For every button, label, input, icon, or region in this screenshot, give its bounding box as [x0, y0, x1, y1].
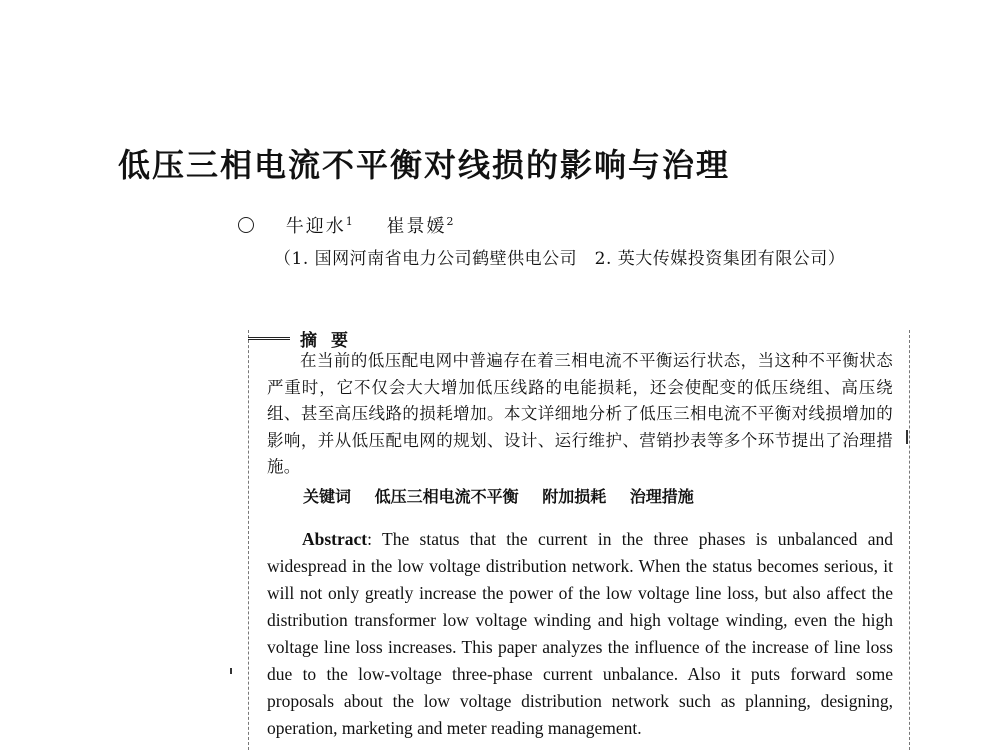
affiliations: （1. 国网河南省电力公司鹤壁供电公司 2. 英大传媒投资集团有限公司） — [274, 249, 846, 269]
keywords-label: 关键词 — [303, 487, 352, 506]
abstract-en — [267, 526, 893, 742]
abstract-en-text: The status that the current in the three phases is unbalanced and widespread in the low voltage distribution network. When the status becomes serious, it will not only greatly increase the power of the low voltage line loss, but also affect the distribution transformer low voltage winding and high voltage winding, even the high voltage line loss increases. This paper analyzes the influence of the increase of line loss due to the low-voltage three-phase current unbalance. Also it puts forward some proposals about the low voltage distribution network such as planning, designing, operation, marketing and meter reading management. — [267, 529, 894, 738]
author-1-sup: 1 — [345, 215, 355, 228]
heading-rule — [248, 337, 290, 340]
circle-bullet-icon — [238, 217, 254, 233]
keyword-2: 附加损耗 — [542, 487, 607, 506]
keyword-1: 低压三相电流不平衡 — [374, 487, 519, 506]
scan-mark — [230, 668, 232, 674]
keyword-3: 治理措施 — [629, 487, 694, 506]
abstract-en-label: Abstract — [302, 529, 368, 549]
author-1-name: 牛迎水 — [285, 216, 346, 237]
paper-title: 低压三相电流不平衡对线损的影响与治理 — [118, 146, 731, 184]
scan-mark — [906, 430, 908, 444]
author-2 — [386, 216, 455, 237]
author-line — [238, 212, 455, 238]
abstract-heading-label: 摘要 — [300, 331, 362, 351]
abstract-cn-text: 在当前的低压配电网中普遍存在着三相电流不平衡运行状态，当这种不平衡状态严重时，它不仅会大大增加低压线路的电能损耗，还会使配变的低压绕组、高压绕组、甚至高压线路的损耗增加。本文详细地分析了低压三相电流不平衡对线损增加的影响，并从低压配电网的规划、设计、运行维护、营销抄表等多个环节提出了治理措施。 — [267, 351, 893, 476]
abstract-en-separator: : — [367, 529, 382, 549]
author-1 — [286, 216, 355, 237]
keywords-line — [303, 484, 694, 507]
author-2-name: 崔景媛 — [386, 216, 447, 237]
author-2-sup: 2 — [446, 215, 456, 228]
